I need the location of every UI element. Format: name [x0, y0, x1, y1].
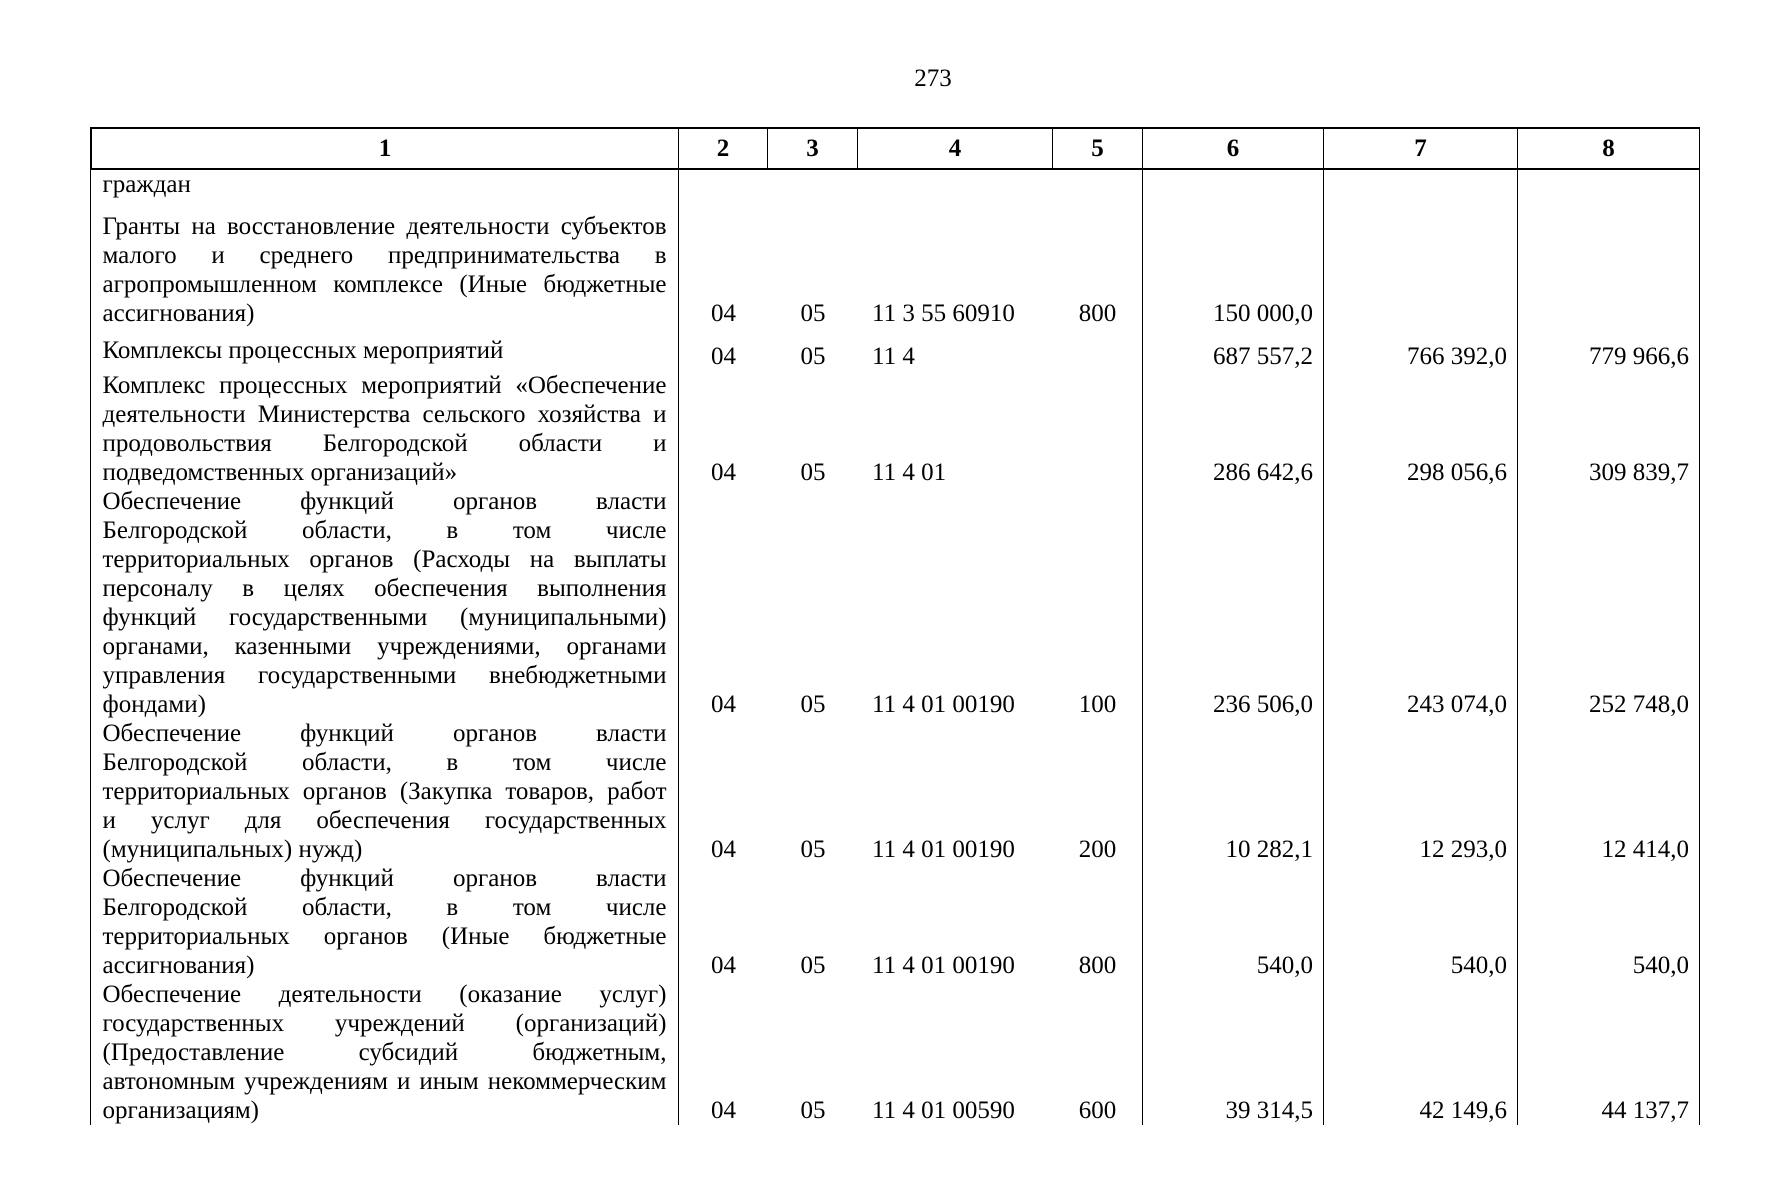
description-line: Белгородской области, в том числе	[102, 749, 667, 776]
amount-col-6	[1143, 170, 1324, 199]
subsection-code	[768, 199, 858, 328]
expense-type-code	[1053, 170, 1143, 199]
column-header: 8	[1518, 127, 1700, 170]
expense-type-code	[1053, 199, 1143, 328]
amount-col-8	[1518, 199, 1700, 328]
description-line: продовольствия Белгородской области и	[102, 430, 667, 457]
target-item-code	[858, 170, 1053, 199]
expense-type-code	[1053, 719, 1143, 864]
target-item-code	[858, 371, 1053, 487]
target-item-code	[858, 328, 1053, 371]
cell-value: 05	[800, 691, 826, 718]
cell-value: 540,0	[1632, 952, 1689, 979]
description-line: агропромышленном комплексе (Иные бюджетные	[102, 271, 667, 298]
cell-value: 11 4	[872, 343, 915, 370]
section-code	[679, 864, 768, 980]
amount-col-8	[1518, 170, 1700, 199]
description-line: Обеспечение функций органов власти	[102, 488, 667, 515]
subsection-code	[768, 487, 858, 719]
cell-value: 11 4 01 00190	[872, 691, 1015, 718]
description-line: автономным учреждениям и иным некоммерческим	[102, 1068, 667, 1095]
cell-value: 05	[800, 836, 826, 863]
cell-value: 298 056,6	[1407, 459, 1507, 486]
cell-value: 04	[711, 459, 736, 486]
description-cell	[90, 719, 679, 864]
description-cell	[90, 864, 679, 980]
cell-value: 600	[1078, 1097, 1117, 1124]
description-cell	[90, 487, 679, 719]
cell-value: 04	[711, 952, 736, 979]
amount-col-8	[1518, 980, 1700, 1125]
cell-value: 11 4 01	[872, 459, 947, 486]
column-header: 4	[858, 127, 1053, 170]
cell-value: 687 557,2	[1213, 343, 1313, 370]
description-line: Обеспечение деятельности (оказание услуг)	[102, 981, 667, 1008]
page-number: 273	[914, 65, 952, 92]
expense-type-code	[1053, 980, 1143, 1125]
amount-col-6	[1143, 864, 1324, 980]
table-row	[90, 719, 1700, 864]
cell-value: 540,0	[1450, 952, 1507, 979]
cell-value: 05	[800, 459, 826, 486]
cell-value: 309 839,7	[1589, 459, 1689, 486]
cell-value: 150 000,0	[1213, 300, 1313, 327]
description-line: подведомственных организаций»	[102, 459, 458, 486]
table-row	[90, 199, 1700, 328]
table-row	[90, 487, 1700, 719]
subsection-code	[768, 170, 858, 199]
description-line: Комплекс процессных мероприятий «Обеспечение	[102, 372, 667, 399]
amount-col-8	[1518, 371, 1700, 487]
amount-col-6	[1143, 487, 1324, 719]
description-line: (муниципальных) нужд)	[102, 836, 363, 863]
description-line: Комплексы процессных мероприятий	[102, 337, 504, 364]
description-line: персоналу в целях обеспечения выполнения	[102, 575, 667, 602]
cell-value: 05	[800, 952, 826, 979]
target-item-code	[858, 719, 1053, 864]
cell-value: 540,0	[1256, 952, 1313, 979]
cell-value: 10 282,1	[1225, 836, 1313, 863]
table-row	[90, 864, 1700, 980]
cell-value: 05	[800, 300, 826, 327]
description-line: Гранты на восстановление деятельности субъектов	[102, 213, 667, 240]
description-cell	[90, 328, 679, 371]
description-cell	[90, 170, 679, 199]
amount-col-8	[1518, 719, 1700, 864]
target-item-code	[858, 864, 1053, 980]
description-line: государственных учреждений (организаций)	[102, 1010, 667, 1037]
amount-col-7	[1324, 170, 1518, 199]
description-line: органами, казенными учреждениями, органами	[102, 633, 667, 660]
expense-type-code	[1053, 328, 1143, 371]
cell-value: 200	[1078, 836, 1117, 863]
description-line: (Предоставление субсидий бюджетным,	[102, 1039, 667, 1066]
amount-col-7	[1324, 328, 1518, 371]
subsection-code	[768, 864, 858, 980]
description-line: Белгородской области, в том числе	[102, 517, 667, 544]
description-line: деятельности Министерства сельского хозяйства и	[102, 401, 667, 428]
description-line: территориальных органов (Закупка товаров, работ	[102, 778, 667, 805]
amount-col-8	[1518, 487, 1700, 719]
cell-value: 04	[711, 691, 736, 718]
subsection-code	[768, 371, 858, 487]
subsection-code	[768, 980, 858, 1125]
cell-value: 39 314,5	[1225, 1097, 1313, 1124]
amount-col-7	[1324, 719, 1518, 864]
description-line: управления государственными внебюджетными	[102, 662, 667, 689]
description-line: территориальных органов (Расходы на выплаты	[102, 546, 667, 573]
section-code	[679, 719, 768, 864]
cell-value: 04	[711, 343, 736, 370]
expense-type-code	[1053, 371, 1143, 487]
budget-table	[90, 127, 1700, 1125]
cell-value: 286 642,6	[1213, 459, 1313, 486]
section-code	[679, 371, 768, 487]
cell-value: 11 4 01 00190	[872, 952, 1015, 979]
amount-col-7	[1324, 864, 1518, 980]
description-cell	[90, 371, 679, 487]
cell-value: 12 414,0	[1601, 836, 1689, 863]
amount-col-7	[1324, 487, 1518, 719]
subsection-code	[768, 328, 858, 371]
section-code	[679, 980, 768, 1125]
column-header: 7	[1324, 127, 1518, 170]
amount-col-6	[1143, 199, 1324, 328]
description-line: ассигнования)	[102, 952, 255, 979]
cell-value: 800	[1078, 300, 1117, 327]
description-cell	[90, 199, 679, 328]
cell-value: 766 392,0	[1407, 343, 1507, 370]
cell-value: 05	[800, 343, 826, 370]
description-cell	[90, 980, 679, 1125]
description-line: Обеспечение функций органов власти	[102, 720, 667, 747]
amount-col-8	[1518, 864, 1700, 980]
column-header: 5	[1053, 127, 1143, 170]
amount-col-6	[1143, 980, 1324, 1125]
section-code	[679, 199, 768, 328]
cell-value: 42 149,6	[1419, 1097, 1507, 1124]
amount-col-7	[1324, 371, 1518, 487]
description-line: граждан	[102, 171, 191, 198]
cell-value: 779 966,6	[1589, 343, 1689, 370]
cell-value: 252 748,0	[1589, 691, 1689, 718]
description-line: Белгородской области, в том числе	[102, 894, 667, 921]
description-line: территориальных органов (Иные бюджетные	[102, 923, 667, 950]
table-row	[90, 328, 1700, 371]
description-line: малого и среднего предпринимательства в	[102, 242, 667, 269]
description-line: Обеспечение функций органов власти	[102, 865, 667, 892]
table-row	[90, 170, 1700, 199]
target-item-code	[858, 199, 1053, 328]
amount-col-6	[1143, 719, 1324, 864]
cell-value: 11 4 01 00590	[872, 1097, 1015, 1124]
cell-value: 04	[711, 300, 736, 327]
amount-col-7	[1324, 199, 1518, 328]
column-header: 1	[90, 127, 679, 170]
amount-col-6	[1143, 328, 1324, 371]
description-line: и услуг для обеспечения государственных	[102, 807, 667, 834]
target-item-code	[858, 487, 1053, 719]
amount-col-6	[1143, 371, 1324, 487]
amount-col-8	[1518, 328, 1700, 371]
cell-value: 05	[800, 1097, 826, 1124]
table-row	[90, 371, 1700, 487]
cell-value: 236 506,0	[1213, 691, 1313, 718]
description-line: организациям)	[102, 1097, 259, 1124]
column-header: 3	[768, 127, 858, 170]
cell-value: 04	[711, 836, 736, 863]
cell-value: 800	[1078, 952, 1117, 979]
expense-type-code	[1053, 487, 1143, 719]
description-line: фондами)	[102, 691, 206, 718]
description-line: ассигнования)	[102, 300, 255, 327]
column-header: 6	[1143, 127, 1324, 170]
column-header: 2	[679, 127, 768, 170]
section-code	[679, 487, 768, 719]
cell-value: 11 3 55 60910	[872, 300, 1015, 327]
cell-value: 12 293,0	[1419, 836, 1507, 863]
amount-col-7	[1324, 980, 1518, 1125]
cell-value: 11 4 01 00190	[872, 836, 1015, 863]
section-code	[679, 328, 768, 371]
cell-value: 100	[1078, 691, 1117, 718]
table-header-row	[90, 127, 1700, 170]
subsection-code	[768, 719, 858, 864]
description-line: функций государственными (муниципальными)	[102, 604, 667, 631]
cell-value: 243 074,0	[1407, 691, 1507, 718]
cell-value: 04	[711, 1097, 736, 1124]
expense-type-code	[1053, 864, 1143, 980]
table-row	[90, 980, 1700, 1125]
section-code	[679, 170, 768, 199]
cell-value: 44 137,7	[1601, 1097, 1689, 1124]
target-item-code	[858, 980, 1053, 1125]
